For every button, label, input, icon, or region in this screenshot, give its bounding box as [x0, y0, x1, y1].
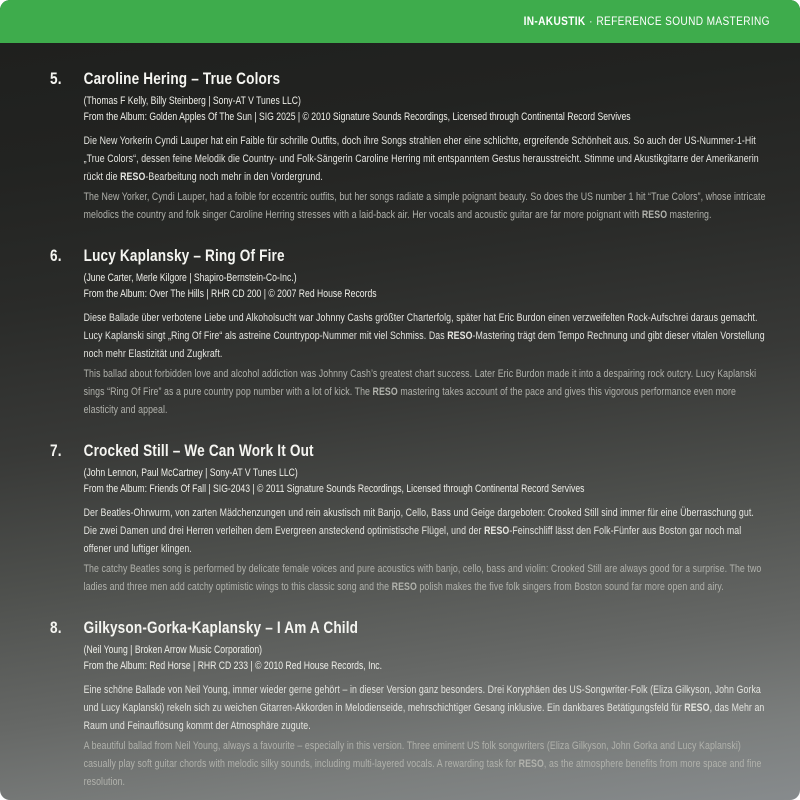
header-bar: [0, 0, 800, 43]
track-description-en: The catchy Beatles song is performed by delicate female voices and pure acoustics with banjo, cello, bass and violin: Crooked Still are always good for a surprise. The two ladies and three men add catchy optimistic wings to this classic song and the RESO polish makes the five folk singers from Boston sound far more open and airy.: [83, 563, 762, 593]
track-title: Lucy Kaplansky – Ring Of Fire: [83, 246, 285, 265]
track-header: [50, 69, 768, 89]
track-description-en: The New Yorker, Cyndi Lauper, had a foible for eccentric outfits, but her songs radiate a simple poignant beauty. So does the US number 1 hit “True Colors”, whose intricate melodics the country and folk singer Caroline Herring stresses with a laid-back air. Her vocals and acoustic guitar are far more poignant with RESO mastering.: [83, 191, 766, 221]
track-description-de: Der Beatles-Ohrwurm, von zarten Mädchenzungen und rein akustisch mit Banjo, Cello, Bass und Geige dargeboten: Crooked Still sind immer für eine Überraschung gut. Die zwei Damen und drei Herren verleihen dem Evergreen ansteckend optimistische Flügel, und der RESO-Feinschliff lässt den Folk-Fünfer aus Boston gar noch mal offener und luftiger klingen.: [83, 507, 754, 555]
track-album: From the Album: Over The Hills | RHR CD 200 | © 2007 Red House Records: [83, 288, 377, 300]
track-item-7: [50, 441, 768, 596]
track-credits: (June Carter, Merle Kilgore | Shapiro-Bernstein-Co-Inc.): [83, 272, 297, 284]
track-credits: (Neil Young | Broken Arrow Music Corporation): [83, 644, 263, 656]
track-header: [50, 618, 768, 638]
track-credits: (John Lennon, Paul McCartney | Sony-AT V Tunes LLC): [83, 467, 298, 479]
track-meta: [84, 642, 768, 674]
track-number: 8.: [50, 618, 62, 637]
header-text: [524, 16, 770, 28]
track-header: [50, 246, 768, 266]
header-subtitle: REFERENCE SOUND MASTERING: [596, 15, 770, 28]
track-item-6: [50, 246, 768, 419]
track-header: [50, 441, 768, 461]
track-title: Gilkyson-Gorka-Kaplansky – I Am A Child: [83, 618, 359, 637]
track-album: From the Album: Golden Apples Of The Sun | SIG 2025 | © 2010 Signature Sounds Recordings, Licensed through Continental Record Servives: [83, 111, 631, 123]
track-title: Caroline Hering – True Colors: [83, 69, 281, 88]
track-meta: [84, 93, 768, 125]
header-separator: ·: [589, 15, 593, 28]
track-credits: (Thomas F Kelly, Billy Steinberg | Sony-AT V Tunes LLC): [83, 95, 301, 107]
track-meta: [84, 270, 768, 302]
track-number: 6.: [50, 246, 62, 265]
track-item-8: [50, 618, 768, 791]
track-description-de: Diese Ballade über verbotene Liebe und Alkoholsucht war Johnny Cashs größter Charterfolg, später hat Eric Burdon einen verzweifelten Rock-Aufschrei daraus gemacht. Lucy Kaplanski singt „Ring Of Fire“ als astreine Countrypop-Nummer mit viel Schmiss. Das RESO-Mastering trägt dem Tempo Rechnung und gibt dieser vitalen Vorstellung noch mehr Elastizität und Zugkraft.: [83, 312, 765, 360]
track-description-en: A beautiful ballad from Neil Young, always a favourite – especially in this version. Three eminent US folk songwriters (Eliza Gilkyson, John Gorka and Lucy Kaplanski) casually play soft guitar chords with melodic silky sounds, including multi-layered vocals. A rewarding task for RESO, as the atmosphere benefits from more space and fine resolution.: [83, 740, 762, 788]
track-album: From the Album: Red Horse | RHR CD 233 | © 2010 Red House Records, Inc.: [83, 660, 383, 672]
track-description-de: Die New Yorkerin Cyndi Lauper hat ein Faible für schrille Outfits, doch ihre Songs strahlen eher eine schlichte, ergreifende Schönheit aus. So auch der US-Nummer-1-Hit „True Colors“, dessen feine Melodik die Country- und Folk-Sängerin Caroline Herring mit entspanntem Gestus herausstreicht. Stimme und Akustikgitarre der Amerikanerin rückt die RESO-Bearbeitung noch mehr in den Vordergrund.: [83, 135, 759, 183]
track-list: [0, 43, 800, 791]
track-meta: [84, 465, 768, 497]
brand-name: IN-AKUSTIK: [523, 15, 586, 28]
track-item-5: [50, 69, 768, 224]
track-description-en: This ballad about forbidden love and alcohol addiction was Johnny Cash’s greatest chart success. Later Eric Burdon made it into a despairing rock outcry. Lucy Kaplanski sings “Ring Of Fire” as a pure country pop number with a lot of kick. The RESO mastering takes account of the pace and gives this vigorous performance even more elasticity and appeal.: [83, 368, 757, 416]
track-list-inner: [50, 69, 768, 791]
track-title: Crocked Still – We Can Work It Out: [83, 441, 314, 460]
track-number: 5.: [50, 69, 62, 88]
track-album: From the Album: Friends Of Fall | SIG-2043 | © 2011 Signature Sounds Recordings, Licensed through Continental Record Servives: [83, 483, 585, 495]
track-number: 7.: [50, 441, 62, 460]
track-description-de: Eine schöne Ballade von Neil Young, immer wieder gerne gehört – in dieser Version ganz besonders. Drei Koryphäen des US-Songwriter-Folk (Eliza Gilkyson, John Gorka und Lucy Kaplanski) rekeln sich zu weichen Gitarren-Akkorden in Melodienseide, mehrschichtiger Gesang inklusive. Ein dankbares Betätigungsfeld für RESO, das Mehr an Raum und Feinauflösung kommt der Atmosphäre zugute.: [83, 684, 765, 732]
